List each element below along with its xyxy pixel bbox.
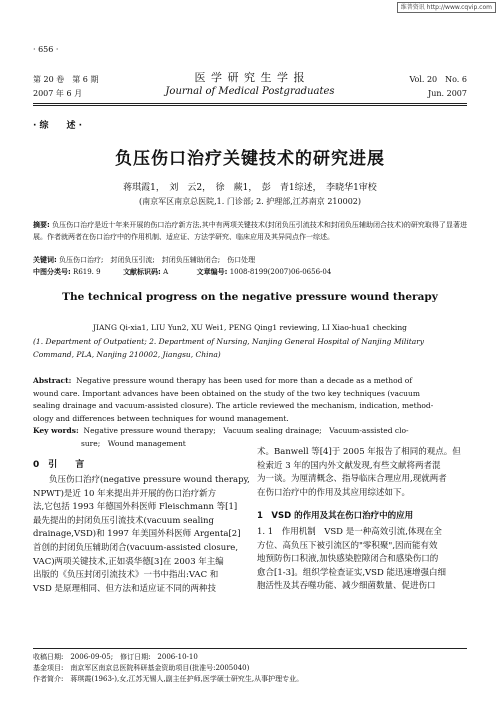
- intro-line: drainage,VSD)和 1997 年美国外科医师 Argenta[2]: [33, 529, 241, 540]
- keywords-en-line-2: sure; Wound management: [81, 438, 186, 448]
- fund-info: 基金项目: 南京军区南京总医院科研基金资助项目(批准号:2005040): [33, 664, 250, 672]
- footer-rule: [33, 648, 467, 649]
- keywords-en-line-1: Negative pressure wound therapy; Vacuum sealing drainage; Vacuum-assisted clo-: [83, 426, 409, 435]
- intro-line: 在伤口治疗中的作用及其应用综述如下。: [257, 487, 411, 498]
- section1-line: 愈合[1-3]。组织学检查证实,VSD 能迅速增强白细: [257, 567, 447, 578]
- date-cn: 2007 年 6 月: [33, 89, 83, 98]
- authors-cn: 蒋琪霞1， 刘 云2， 徐 蕨1， 彭 青1综述， 李晓华1审校: [123, 183, 377, 193]
- intro-heading: 0 引 言: [33, 460, 85, 470]
- keywords-en-label: Key words:: [33, 426, 79, 435]
- article-no-label: 文章编号:: [196, 268, 228, 276]
- intro-left-text: [33, 474, 250, 596]
- journal-title-en: Journal of Medical Postgraduates: [165, 86, 335, 97]
- date-en: Jun. 2007: [428, 89, 467, 98]
- clc-label: 中图分类号:: [33, 268, 71, 276]
- keywords-cn-text: 负压伤口治疗; 封闭负压引流; 封闭负压辅助闭合; 伤口处理: [59, 256, 256, 264]
- section1-line: 胞活性及其吞噬功能、减少细菌数量、促进伤口: [257, 581, 436, 592]
- intro-line: 负压伤口治疗(negative pressure wound therapy,: [49, 475, 250, 485]
- clc-value: R619. 9: [73, 268, 101, 276]
- intro-line: 出版的《负压封闭引流技术》一书中指出:VAC 和: [33, 570, 219, 581]
- footer-notes: [33, 652, 467, 685]
- intro-line: 首创的封闭负压辅助闭合(vacuum-assisted closure,: [33, 542, 239, 553]
- intro-line: VSD 是原理相同、但方法和适应证不同的两种技: [33, 583, 216, 594]
- intro-line: 检索近 3 年的国内外文献发现,有些文献将两者混: [257, 460, 441, 471]
- intro-line: 为一谈。为厘清概念、指导临床合理应用,现就两者: [257, 474, 447, 485]
- intro-line: 最先提出的封闭负压引流技术(vacuum sealing: [33, 515, 214, 526]
- abstract-en-line-4: ology and differences between techniques for wound management.: [33, 413, 289, 423]
- affiliation-cn: (南京军区南京总医院,1. 门诊部; 2. 护理部,江苏南京 210002): [139, 197, 361, 206]
- article-no-value: 1008-8199(2007)06-0656-04: [229, 268, 332, 276]
- journal-title-cn: 医 学 研 究 生 学 报: [194, 71, 306, 84]
- intro-line: 术。Banwell 等[4]于 2005 年报告了相同的观点。但: [257, 447, 461, 457]
- affiliation-en-1: (1. Department of Outpatient; 2. Department of Nursing, Nanjing General Hospital of Nanjing Military: [33, 337, 425, 346]
- intro-right-text: [257, 446, 467, 500]
- received-date: 收稿日期: 2006-09-05; 修订日期: 2006-10-10: [33, 653, 198, 661]
- intro-line: NPWT)是近 10 年来提出并开展的伤口治疗新方: [33, 488, 217, 499]
- classification-line: [33, 268, 467, 277]
- volume-cn: 第 20 卷 第 6 期: [33, 75, 99, 84]
- affiliation-en-2: Command, PLA, Nanjing 210002, Jiangsu, China): [33, 350, 221, 359]
- header-rule-bottom: [33, 105, 467, 106]
- intro-line: 法,它包括 1993 年德国外科医师 Fleischmann 等[1]: [33, 502, 238, 513]
- section-label: · 综 述 ·: [33, 121, 83, 131]
- doc-code-label: 文献标识码:: [123, 268, 161, 276]
- abstract-en: [33, 375, 467, 450]
- doc-code-value: A: [163, 268, 169, 276]
- title-en: The technical progress on the negative pressure wound therapy: [62, 291, 438, 303]
- section1-line: 地预防伤口积液,加快感染腔隙闭合和感染伤口的: [257, 554, 439, 565]
- abstract-en-line-3: sealing drainage and vacuum-assisted closure). The article reviewed the mechanism, indication, method-: [33, 401, 434, 410]
- keywords-cn-label: 关键词:: [33, 256, 57, 264]
- watermark: 维普资讯 http://www.cqvip.com: [397, 2, 496, 13]
- page-number: · 656 ·: [33, 45, 59, 54]
- abstract-cn: [33, 220, 467, 243]
- keywords-cn: [33, 256, 467, 265]
- title-cn: 负压伤口治疗关键技术的研究进展: [115, 149, 385, 169]
- intro-line: VAC)两项关键技术,正如裘华德[3]在 2003 年主编: [33, 556, 224, 567]
- author-bio: 作者简介: 蒋琪霞(1963-),女,江苏无锡人,副主任护师,医学硕士研究生,从事护理专业。: [33, 675, 304, 683]
- abstract-cn-label: 摘要:: [33, 221, 50, 229]
- abstract-en-line-2: wound care. Important advances have been obtained on the study of the two key techniques (vacuum: [33, 388, 420, 398]
- abstract-cn-text: 负压伤口治疗是近十年来开展的伤口治疗新方法,其中有两项关键技术(封闭负压引流技术和封闭负压辅助闭合技术)的研究取得了显著进展。作者就两者在伤口治疗中的作用机制、适应证、方法学研究、临床应用及其异同点作一综述。: [33, 221, 467, 241]
- authors-en: JIANG Qi-xia1, LIU Yun2, XU Wei1, PENG Qing1 reviewing, LI Xiao-hua1 checking: [93, 323, 407, 332]
- section1-heading: 1 VSD 的作用及其在伤口治疗中的应用: [257, 511, 414, 521]
- volume-en: Vol. 20 No. 6: [409, 75, 467, 84]
- abstract-en-label: Abstract:: [33, 376, 72, 385]
- section1-line: 1. 1 作用机制 VSD 是一种高效引流,体现在全: [257, 527, 442, 537]
- header-rule-top: [33, 103, 467, 104]
- section1-line: 方位、高负压下被引流区的"零积聚",因而能有效: [257, 540, 438, 551]
- section1-text: [257, 526, 467, 594]
- abstract-en-line-1: Negative pressure wound therapy has been used for more than a decade as a method of: [76, 376, 413, 385]
